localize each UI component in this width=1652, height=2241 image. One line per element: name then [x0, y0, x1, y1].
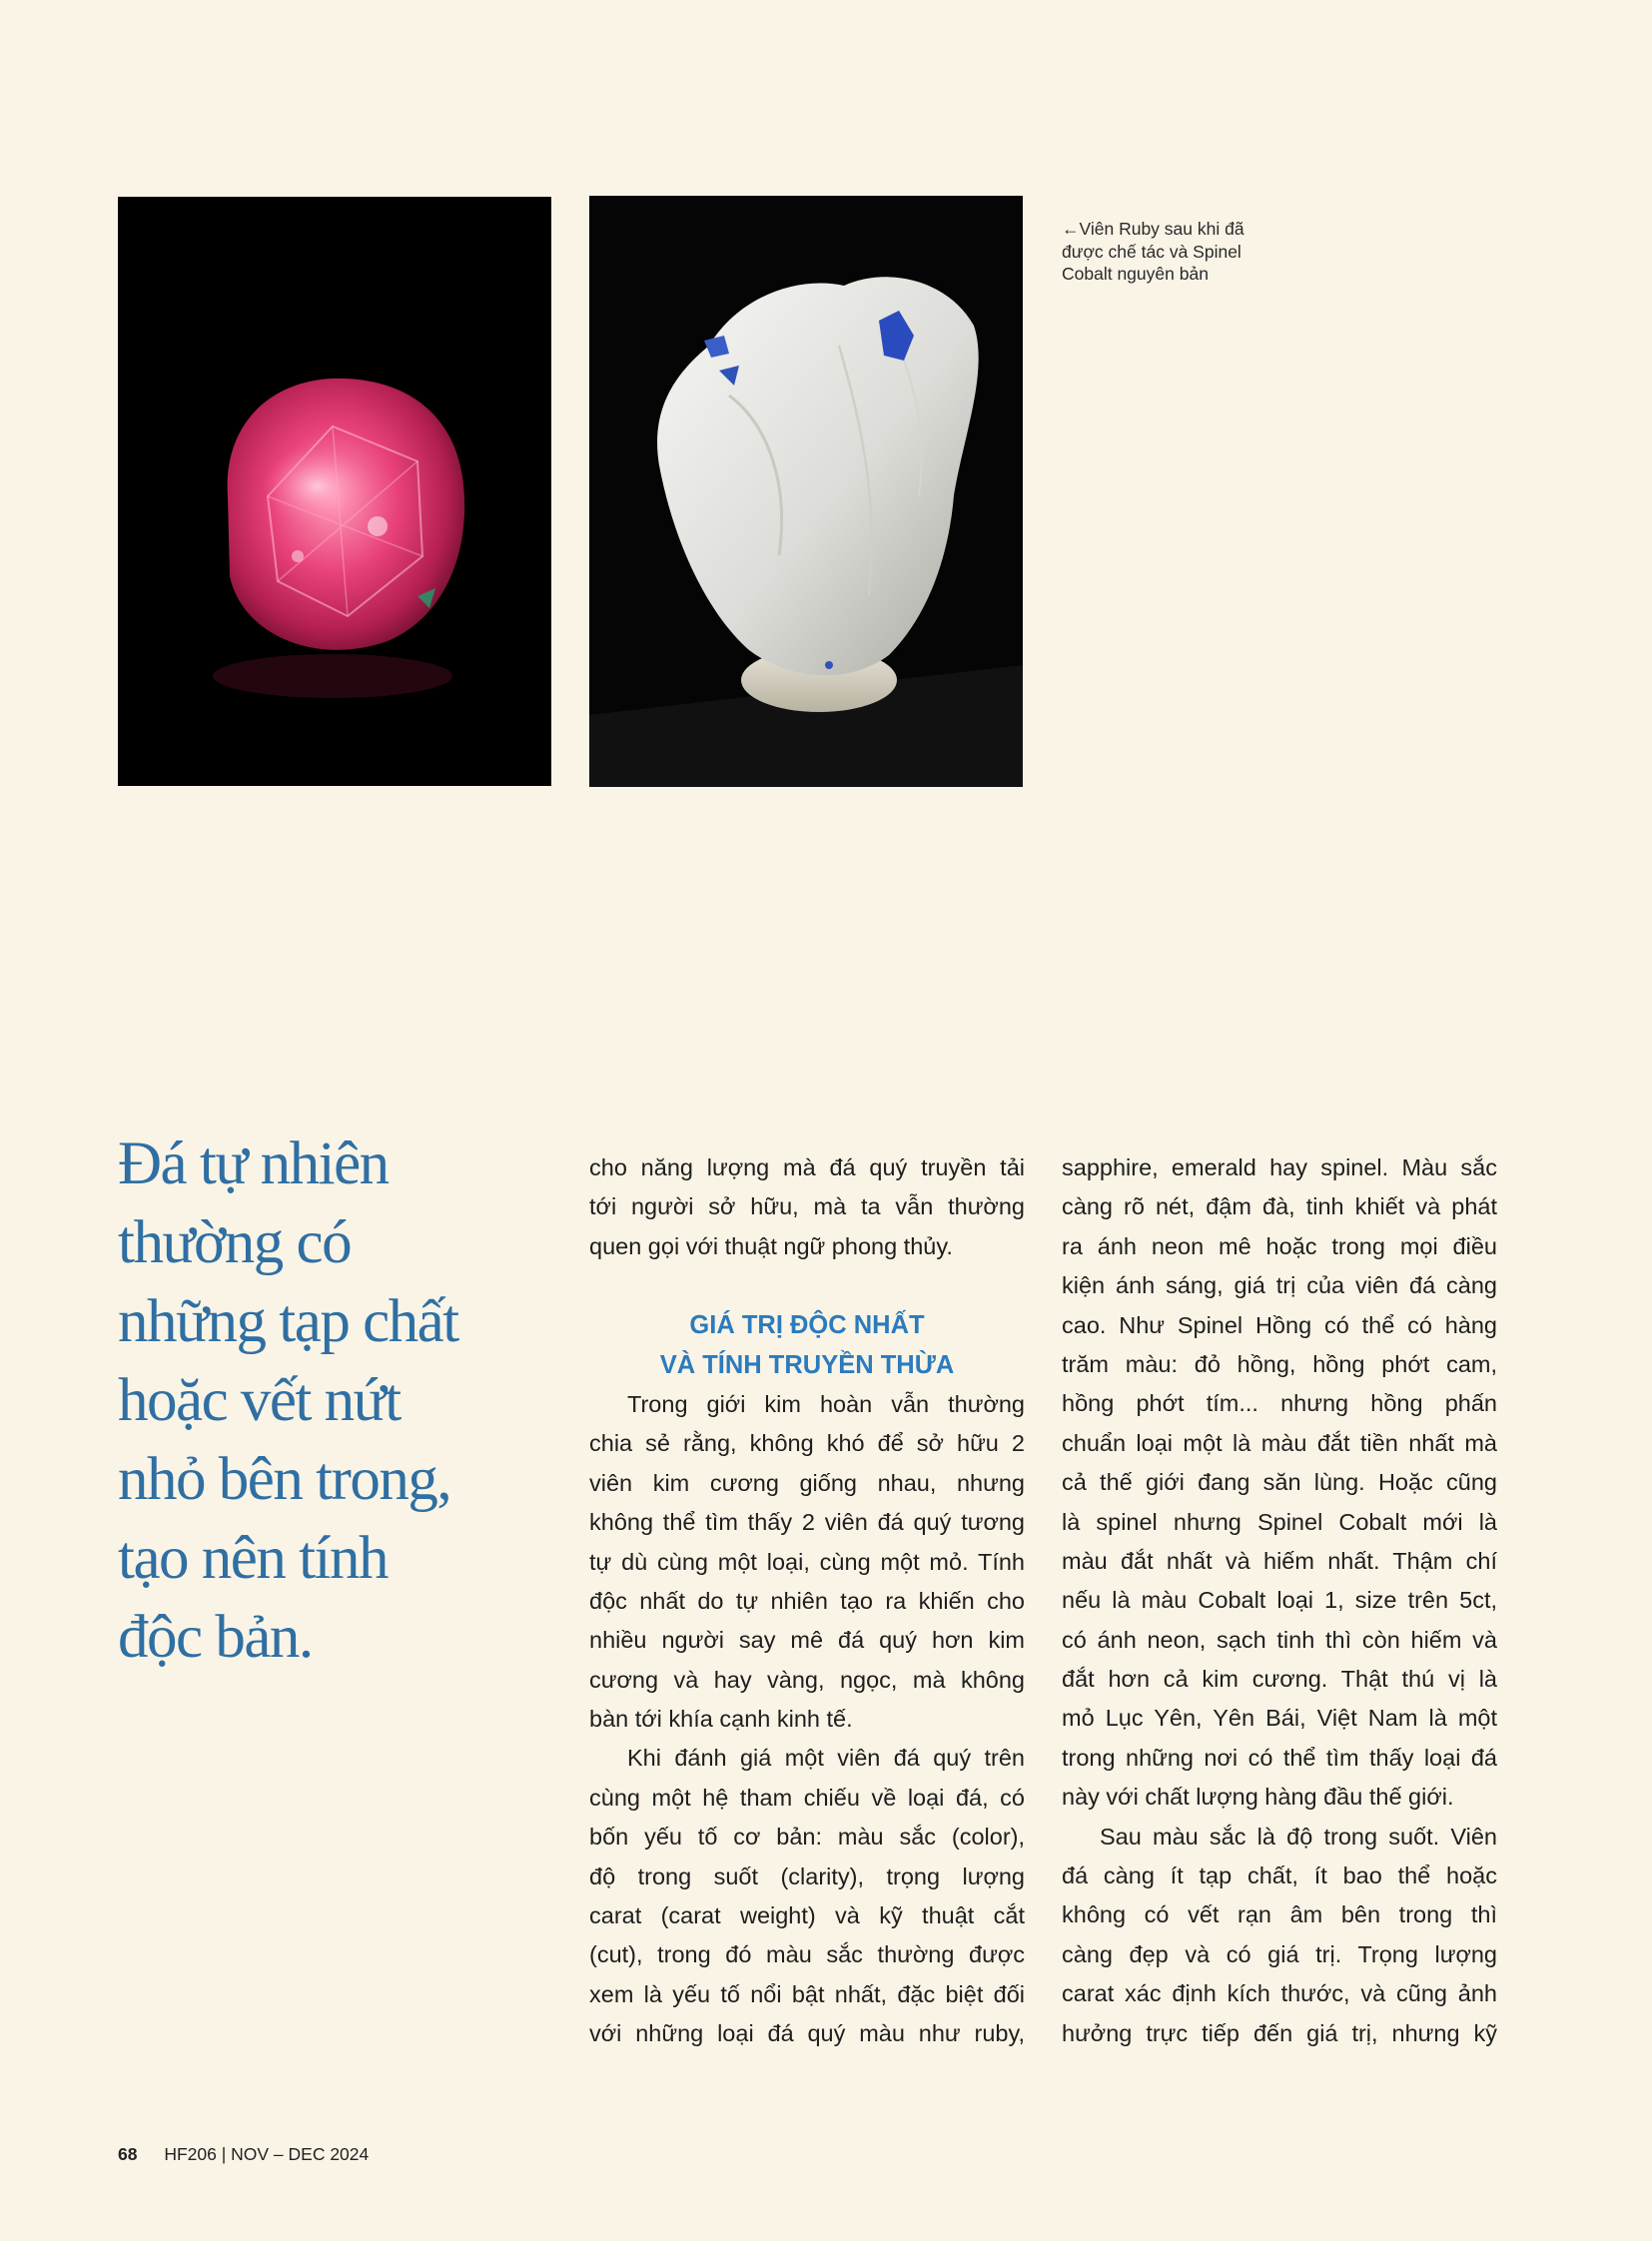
- body-line: cả thế giới đang săn lùng. Hoặc cũng: [1062, 1469, 1497, 1496]
- body-line: độ trong suốt (clarity), trọng lượng: [589, 1863, 1025, 1889]
- caption-line: Cobalt nguyên bản: [1062, 264, 1209, 284]
- ruby-gemstone-icon: [118, 197, 551, 786]
- pull-quote-line: Đá tự nhiên: [118, 1130, 389, 1197]
- body-line: Trong giới kim hoàn vẫn thường: [627, 1390, 1025, 1417]
- body-line: Khi đánh giá một viên đá quý trên: [627, 1745, 1025, 1772]
- body-line: càng đẹp và có giá trị. Trọng lượng: [1062, 1940, 1497, 1967]
- body-line: này với chất lượng hàng đầu thế giới.: [1062, 1784, 1454, 1811]
- body-line: trăm màu: đỏ hồng, hồng phớt cam,: [1062, 1350, 1497, 1377]
- body-line: viên kim cương giống nhau, nhưng: [589, 1469, 1025, 1496]
- pull-quote-line: hoặc vết nứt: [118, 1367, 401, 1434]
- body-line: Sau màu sắc là độ trong suốt. Viên: [1100, 1823, 1497, 1850]
- body-line: tới người sở hữu, mà ta vẫn thường: [589, 1193, 1025, 1220]
- page-footer: [118, 2144, 369, 2165]
- body-line: độc nhất do tự nhiên tạo ra khiến cho: [589, 1587, 1025, 1614]
- photo-caption: [1062, 218, 1276, 286]
- pull-quote-line: độc bản.: [118, 1604, 313, 1671]
- body-line: chia sẻ rằng, không khó để sở hữu 2: [589, 1430, 1025, 1457]
- body-line: không thể tìm thấy 2 viên đá quý tương: [589, 1509, 1025, 1536]
- body-line: với những loại đá quý màu như ruby,: [589, 2020, 1025, 2047]
- body-line: nếu là màu Cobalt loại 1, size trên 5ct,: [1062, 1587, 1497, 1614]
- spinel-rock-icon: [589, 196, 1023, 787]
- body-line: tự dù cùng một loại, cùng một mỏ. Tính: [589, 1548, 1025, 1575]
- body-line: cương và hay vàng, ngọc, mà không: [589, 1666, 1025, 1693]
- body-line: sapphire, emerald hay spinel. Màu sắc: [1062, 1154, 1497, 1180]
- body-line: (cut), trong đó màu sắc thường được: [589, 1941, 1025, 1968]
- body-line: trong những nơi có thể tìm thấy loại đá: [1062, 1744, 1497, 1771]
- article-column-3: [1062, 1148, 1497, 2053]
- issue-label: HF206 | NOV – DEC 2024: [164, 2144, 370, 2164]
- body-line: hưởng trực tiếp đến giá trị, nhưng kỹ: [1062, 2019, 1497, 2046]
- body-line: kiện ánh sáng, giá trị của viên đá càng: [1062, 1272, 1497, 1299]
- spinel-photo: [589, 196, 1023, 787]
- body-line: càng rõ nét, đậm đà, tinh khiết và phát: [1062, 1193, 1497, 1220]
- body-line: là spinel nhưng Spinel Cobalt mới là: [1062, 1508, 1497, 1535]
- caption-line: ←Viên Ruby sau khi đã: [1062, 219, 1244, 239]
- body-line: ra ánh neon mê hoặc trong mọi điều: [1062, 1232, 1497, 1259]
- body-line: bàn tới khía cạnh kinh tế.: [589, 1706, 853, 1733]
- body-line: mỏ Lục Yên, Yên Bái, Việt Nam là một: [1062, 1705, 1497, 1732]
- pull-quote-line: nhỏ bên trong,: [118, 1446, 451, 1513]
- body-line: đá càng ít tạp chất, ít bao thể hoặc: [1062, 1863, 1497, 1889]
- body-line: carat xác định kích thước, và cũng ảnh: [1062, 1980, 1497, 2007]
- body-line: bốn yếu tố cơ bản: màu sắc (color),: [589, 1824, 1025, 1851]
- section-heading: VÀ TÍNH TRUYỀN THỪA: [659, 1350, 955, 1379]
- pull-quote-line: thường có: [118, 1209, 352, 1276]
- body-line: hồng phớt tím... nhưng hồng phấn: [1062, 1390, 1497, 1417]
- body-line: nhiều người say mê đá quý hơn kim: [589, 1627, 1025, 1654]
- body-line: cùng một hệ tham chiếu về loại đá, có: [589, 1784, 1025, 1811]
- body-line: màu đắt nhất và hiếm nhất. Thậm chí: [1062, 1547, 1497, 1574]
- pull-quote-line: những tạp chất: [118, 1288, 458, 1355]
- page-number: 68: [118, 2144, 138, 2164]
- body-line: xem là yếu tố nổi bật nhất, đặc biệt đối: [589, 1980, 1025, 2007]
- body-line: đắt hơn cả kim cương. Thật thú vị là: [1062, 1666, 1497, 1693]
- ruby-photo: [118, 197, 551, 786]
- body-line: quen gọi với thuật ngữ phong thủy.: [589, 1232, 953, 1259]
- body-line: cao. Như Spinel Hồng có thể có hàng: [1062, 1311, 1497, 1338]
- body-line: chuẩn loại một là màu đắt tiền nhất mà: [1062, 1429, 1497, 1456]
- pull-quote-line: tạo nên tính: [118, 1525, 388, 1592]
- pull-quote: [118, 1124, 517, 1677]
- article-column-2: [589, 1148, 1025, 2054]
- body-line: không có vết rạn âm bên trong thì: [1062, 1901, 1497, 1928]
- body-line: cho năng lượng mà đá quý truyền tải: [589, 1154, 1025, 1180]
- section-heading: GIÁ TRỊ ĐỘC NHẤT: [689, 1311, 925, 1340]
- caption-line: được chế tác và Spinel: [1062, 241, 1241, 262]
- body-line: carat (carat weight) và kỹ thuật cắt: [589, 1902, 1025, 1929]
- body-line: có ánh neon, sạch tinh thì còn hiếm và: [1062, 1626, 1497, 1653]
